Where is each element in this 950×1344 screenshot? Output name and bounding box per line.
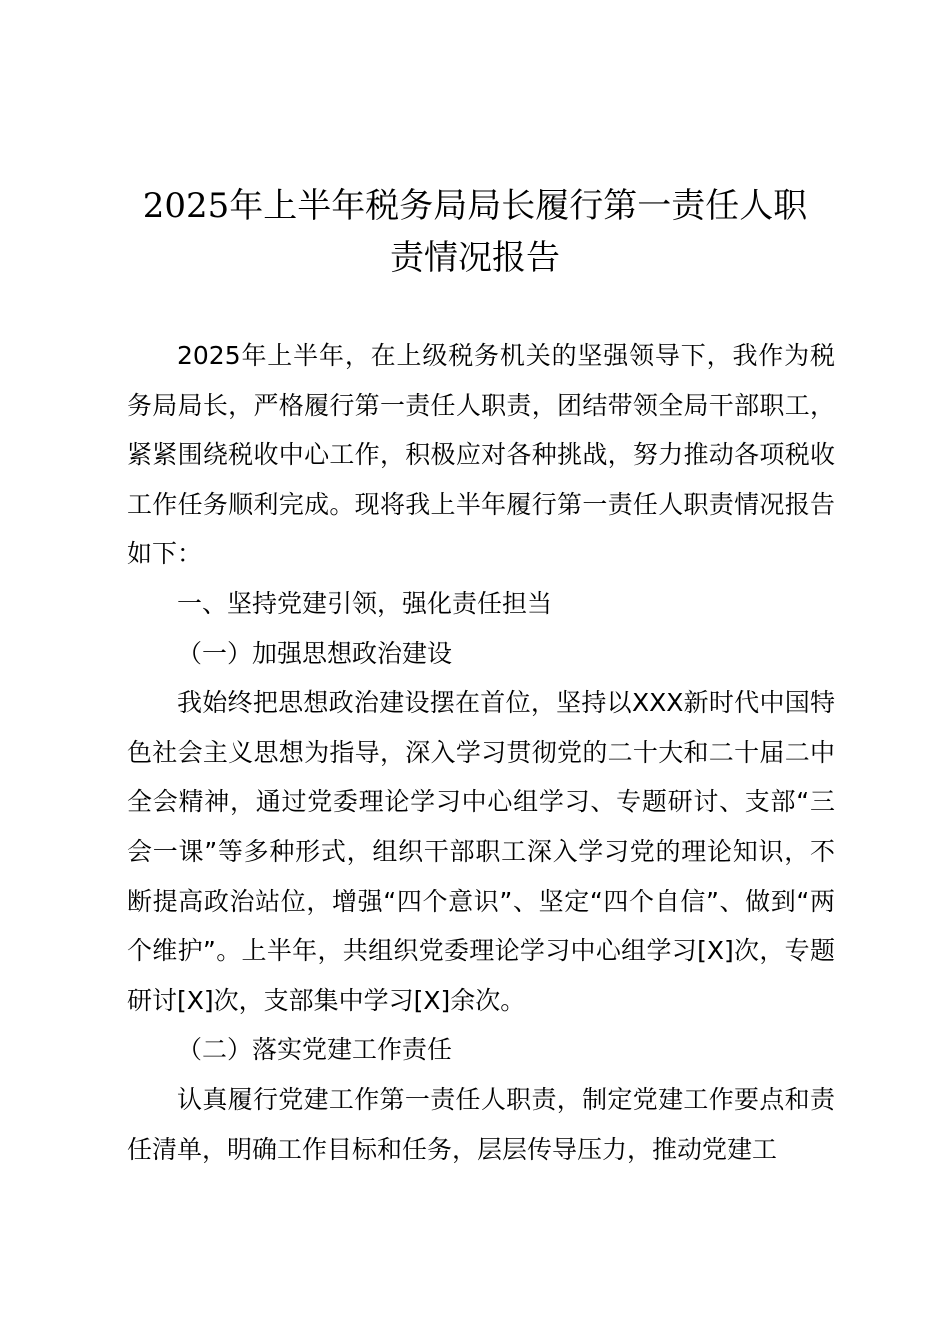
document-title bbox=[100, 180, 850, 284]
document-title-line-2: 责情况报告 bbox=[390, 238, 560, 278]
section-heading-1: 一、坚持党建引领，强化责任担当 bbox=[177, 588, 553, 618]
document-title-line-1: 2025年上半年税务局局长履行第一责任人职 bbox=[142, 186, 808, 226]
subsection-heading-2: （二）落实党建工作责任 bbox=[177, 1035, 453, 1065]
subsection-heading-1: （一）加强思想政治建设 bbox=[177, 638, 453, 668]
body-paragraph-1: 我始终把思想政治建设摆在首位，坚持以XXX新时代中国特色社会主义思想为指导，深入学习贯彻党的二十大和二十届二中全会精神，通过党委理论学习中心组学习、专题研讨、支部“三会一课”等多种形式，组织干部职工深入学习党的理论知识，不断提高政治站位，增强“四个意识”、坚定“四个自信”、做到“两个维护”。上半年，共组织党委理论学习中心组学习[X]次，专题研讨[X]次，支部集中学习[X]余次。 bbox=[127, 688, 835, 1015]
intro-paragraph: 2025年上半年，在上级税务机关的坚强领导下，我作为税务局局长，严格履行第一责任人职责，团结带领全局干部职工，紧紧围绕税收中心工作，积极应对各种挑战，努力推动各项税收工作任务顺利完成。现将我上半年履行第一责任人职责情况报告如下： bbox=[127, 341, 835, 569]
document-body bbox=[127, 331, 835, 1174]
body-paragraph-2: 认真履行党建工作第一责任人职责，制定党建工作要点和责任清单，明确工作目标和任务，层层传导压力，推动党建工 bbox=[127, 1084, 835, 1164]
